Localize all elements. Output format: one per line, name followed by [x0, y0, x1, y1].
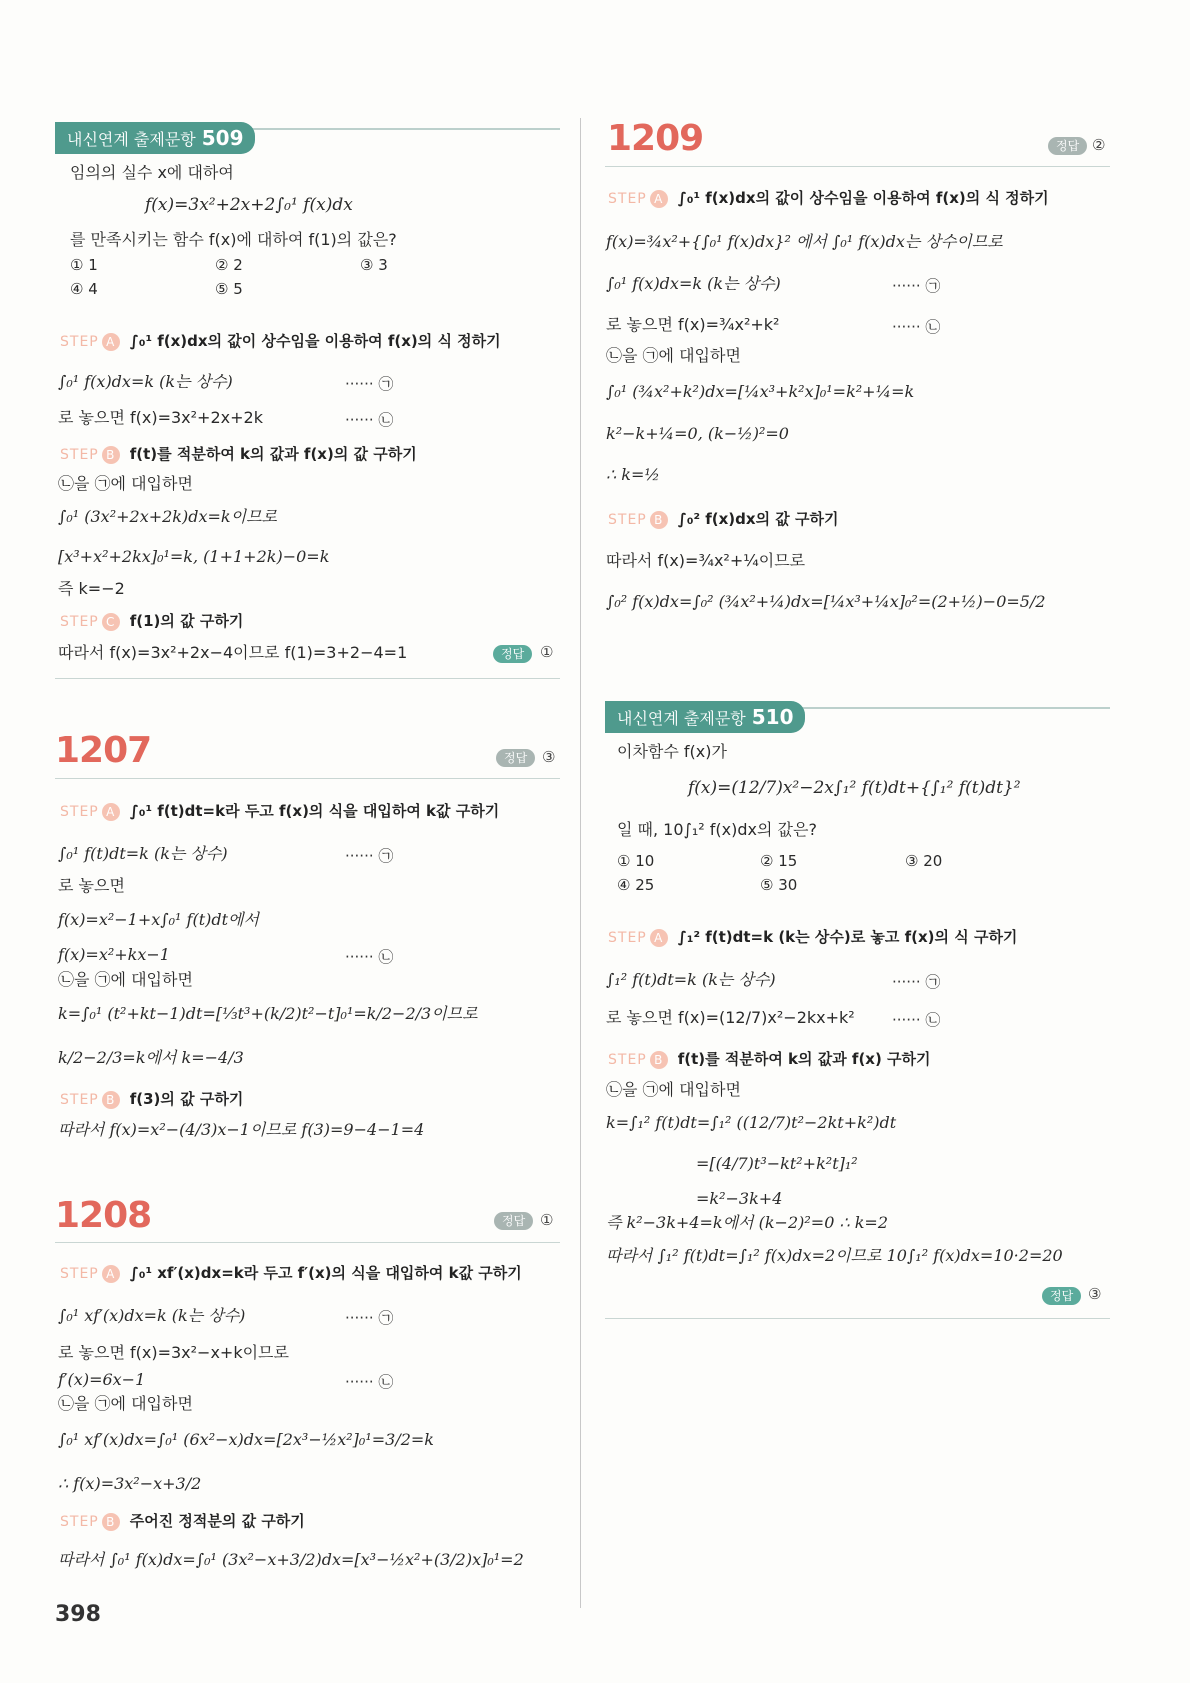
- step-c-heading: [60, 610, 243, 633]
- solution-line: ∫₀² f(x)dx=∫₀² (¾x²+¼)dx=[¼x³+¼x]₀²=(2+½)−0=5/2: [606, 592, 1046, 611]
- equation-mark: ······ ㉠: [892, 973, 941, 991]
- step-title: f(t)를 적분하여 k의 값과 f(x)의 값 구하기: [129, 445, 417, 463]
- equation-mark: ······ ㉡: [892, 1011, 941, 1029]
- question-intro: 이차함수 f(x)가: [617, 742, 727, 761]
- answer-tag: 정답: [493, 645, 532, 663]
- answer-value: ②: [1092, 136, 1106, 154]
- section-rule: [55, 1242, 560, 1243]
- banner-number: 509: [201, 126, 244, 150]
- question-intro: 임의의 실수 x에 대하여: [70, 163, 234, 182]
- equation-mark: ······ ㉠: [345, 1309, 394, 1327]
- answer-value: ③: [1088, 1285, 1102, 1303]
- solution-line: 즉 k²−3k+4=k에서 (k−2)²=0 ∴ k=2: [606, 1213, 889, 1232]
- step-title: ∫₀¹ f(t)dt=k라 두고 f(x)의 식을 대입하여 k값 구하기: [129, 802, 500, 820]
- solution-line: ∴ k=½: [606, 465, 660, 484]
- question-equation: f(x)=3x²+2x+2∫₀¹ f(x)dx: [145, 195, 353, 215]
- solution-line: ∫₀¹ (3x²+2x+2k)dx=k이므로: [58, 507, 277, 526]
- choice-1[interactable]: ① 1: [70, 256, 98, 274]
- choice-5[interactable]: ⑤ 5: [215, 280, 243, 298]
- column-divider: [580, 118, 581, 1608]
- solution-line: 따라서 f(x)=3x²+2x−4이므로 f(1)=3+2−4=1: [58, 643, 408, 662]
- choice-4[interactable]: ④ 25: [617, 876, 655, 894]
- step-b-heading: [608, 1048, 931, 1071]
- solution-line: 로 놓으면 f(x)=(12/7)x²−2kx+k²: [606, 1008, 855, 1027]
- answer-value: ①: [540, 643, 554, 661]
- step-b-heading: [608, 508, 838, 531]
- banner-label: 내신연계 출제문항: [617, 709, 746, 728]
- solution-line: ㉡을 ㉠에 대입하면: [606, 1080, 741, 1099]
- solution-line: [x³+x²+2kx]₀¹=k, (1+1+2k)−0=k: [58, 547, 330, 566]
- equation-mark: ······ ㉡: [345, 948, 394, 966]
- equation-mark: ······ ㉠: [345, 375, 394, 393]
- answer-value: ③: [542, 748, 556, 766]
- question-equation: f(x)=(12/7)x²−2x∫₁² f(t)dt+{∫₁² f(t)dt}²: [688, 778, 1021, 798]
- step-badge: STEP A: [608, 191, 668, 207]
- step-badge: STEP B: [608, 1052, 668, 1068]
- section-rule: [605, 166, 1110, 167]
- step-a-heading: [60, 1262, 522, 1285]
- banner-509: [55, 122, 255, 154]
- solution-line: =[(4/7)t³−kt²+k²t]₁²: [696, 1154, 858, 1173]
- step-a-heading: [608, 187, 1049, 210]
- solution-line: f′(x)=6x−1: [58, 1370, 146, 1389]
- step-title: f(3)의 값 구하기: [129, 1090, 244, 1108]
- equation-mark: ······ ㉡: [345, 1373, 394, 1391]
- solution-line: 따라서 f(x)=¾x²+¼이므로: [606, 551, 806, 570]
- banner-number: 510: [751, 705, 794, 729]
- step-title: ∫₀¹ xf′(x)dx=k라 두고 f′(x)의 식을 대입하여 k값 구하기: [129, 1264, 522, 1282]
- section-rule: [605, 1318, 1110, 1319]
- solution-line: ∫₀¹ xf′(x)dx=k (k는 상수): [58, 1306, 246, 1325]
- step-badge: STEP B: [608, 512, 668, 528]
- choice-1[interactable]: ① 10: [617, 852, 655, 870]
- solution-line: k/2−2/3=k에서 k=−4/3: [58, 1048, 244, 1067]
- solution-line: 로 놓으면 f(x)=¾x²+k²: [606, 315, 780, 334]
- choice-2[interactable]: ② 2: [215, 256, 243, 274]
- problem-number: 1207: [55, 730, 152, 771]
- solution-line: ∫₀¹ f(t)dt=k (k는 상수): [58, 844, 228, 863]
- solution-line: f(x)=¾x²+{∫₀¹ f(x)dx}² 에서 ∫₀¹ f(x)dx는 상수이므로: [606, 232, 1003, 251]
- solution-line: ㉡을 ㉠에 대입하면: [58, 474, 193, 493]
- equation-mark: ······ ㉡: [345, 411, 394, 429]
- solution-line: k=∫₁² f(t)dt=∫₁² ((12/7)t²−2kt+k²)dt: [606, 1113, 897, 1132]
- banner-510: [605, 701, 805, 733]
- step-badge: STEP A: [60, 1266, 120, 1282]
- step-badge: STEP B: [60, 1092, 120, 1108]
- solution-line: ∴ f(x)=3x²−x+3/2: [58, 1474, 202, 1493]
- banner-label: 내신연계 출제문항: [67, 130, 196, 149]
- solution-line: f(x)=x²−1+x∫₀¹ f(t)dt에서: [58, 910, 259, 929]
- solution-line: 따라서 f(x)=x²−(4/3)x−1이므로 f(3)=9−4−1=4: [58, 1120, 425, 1139]
- solution-line: ∫₀¹ (¾x²+k²)dx=[¼x³+k²x]₀¹=k²+¼=k: [606, 382, 915, 401]
- step-a-heading: [608, 926, 1017, 949]
- solution-line: f(x)=x²+kx−1: [58, 945, 170, 964]
- step-b-heading: [60, 443, 417, 466]
- solution-line: 로 놓으면 f(x)=3x²+2x+2k: [58, 408, 263, 427]
- question-ask: 일 때, 10∫₁² f(x)dx의 값은?: [617, 820, 817, 839]
- solution-line: k=∫₀¹ (t²+kt−1)dt=[⅓t³+(k/2)t²−t]₀¹=k/2−2/3이므로: [58, 1004, 478, 1023]
- step-title: ∫₁² f(t)dt=k (k는 상수)로 놓고 f(x)의 식 구하기: [677, 928, 1018, 946]
- step-badge: STEP B: [60, 447, 120, 463]
- question-ask: 를 만족시키는 함수 f(x)에 대하여 f(1)의 값은?: [70, 230, 397, 249]
- solution-line: k²−k+¼=0, (k−½)²=0: [606, 424, 789, 443]
- choice-3[interactable]: ③ 3: [360, 256, 388, 274]
- answer-value: ①: [540, 1211, 554, 1229]
- solution-line: 따라서 ∫₀¹ f(x)dx=∫₀¹ (3x²−x+3/2)dx=[x³−½x²+(3/2)x]₀¹=2: [58, 1550, 524, 1569]
- step-a-heading: [60, 330, 501, 353]
- answer-tag: 정답: [1048, 137, 1087, 155]
- solution-line: ㉡을 ㉠에 대입하면: [606, 346, 741, 365]
- step-badge: STEP A: [60, 804, 120, 820]
- solution-line: ㉡을 ㉠에 대입하면: [58, 1394, 193, 1413]
- equation-mark: ······ ㉠: [345, 847, 394, 865]
- section-rule: [55, 678, 560, 679]
- choice-4[interactable]: ④ 4: [70, 280, 98, 298]
- step-title: 주어진 정적분의 값 구하기: [129, 1512, 305, 1530]
- step-a-heading: [60, 800, 499, 823]
- step-badge: STEP A: [60, 334, 120, 350]
- answer-tag: 정답: [496, 749, 535, 767]
- step-title: ∫₀¹ f(x)dx의 값이 상수임을 이용하여 f(x)의 식 정하기: [129, 332, 501, 350]
- step-badge: STEP A: [608, 930, 668, 946]
- answer-tag: 정답: [1042, 1287, 1081, 1305]
- solution-line: =k²−3k+4: [696, 1189, 783, 1208]
- step-badge: STEP C: [60, 614, 120, 630]
- problem-number: 1208: [55, 1195, 152, 1236]
- section-rule: [55, 778, 560, 779]
- answer-tag: 정답: [494, 1212, 533, 1230]
- step-title: f(1)의 값 구하기: [129, 612, 244, 630]
- choice-3[interactable]: ③ 20: [905, 852, 943, 870]
- solution-line: ㉡을 ㉠에 대입하면: [58, 970, 193, 989]
- equation-mark: ······ ㉡: [892, 318, 941, 336]
- equation-mark: ······ ㉠: [892, 277, 941, 295]
- solution-line: ∫₁² f(t)dt=k (k는 상수): [606, 970, 776, 989]
- solution-line: 로 놓으면: [58, 876, 125, 895]
- solution-line: 따라서 ∫₁² f(t)dt=∫₁² f(x)dx=2이므로 10∫₁² f(x)dx=10·2=20: [606, 1246, 1063, 1265]
- choice-5[interactable]: ⑤ 30: [760, 876, 798, 894]
- step-b-heading: [60, 1088, 243, 1111]
- step-title: f(t)를 적분하여 k의 값과 f(x) 구하기: [677, 1050, 931, 1068]
- step-title: ∫₀¹ f(x)dx의 값이 상수임을 이용하여 f(x)의 식 정하기: [677, 189, 1049, 207]
- solution-line: ∫₀¹ xf′(x)dx=∫₀¹ (6x²−x)dx=[2x³−½x²]₀¹=3/2=k: [58, 1430, 434, 1449]
- step-title: ∫₀² f(x)dx의 값 구하기: [677, 510, 839, 528]
- step-b-heading: [60, 1510, 305, 1533]
- problem-number: 1209: [607, 118, 704, 159]
- step-badge: STEP B: [60, 1514, 120, 1530]
- solution-line: 로 놓으면 f(x)=3x²−x+k이므로: [58, 1343, 289, 1362]
- solution-line: ∫₀¹ f(x)dx=k (k는 상수): [606, 274, 781, 293]
- solution-line: ∫₀¹ f(x)dx=k (k는 상수): [58, 372, 233, 391]
- solution-line: 즉 k=−2: [58, 579, 125, 598]
- choice-2[interactable]: ② 15: [760, 852, 798, 870]
- page-number: 398: [55, 1602, 101, 1627]
